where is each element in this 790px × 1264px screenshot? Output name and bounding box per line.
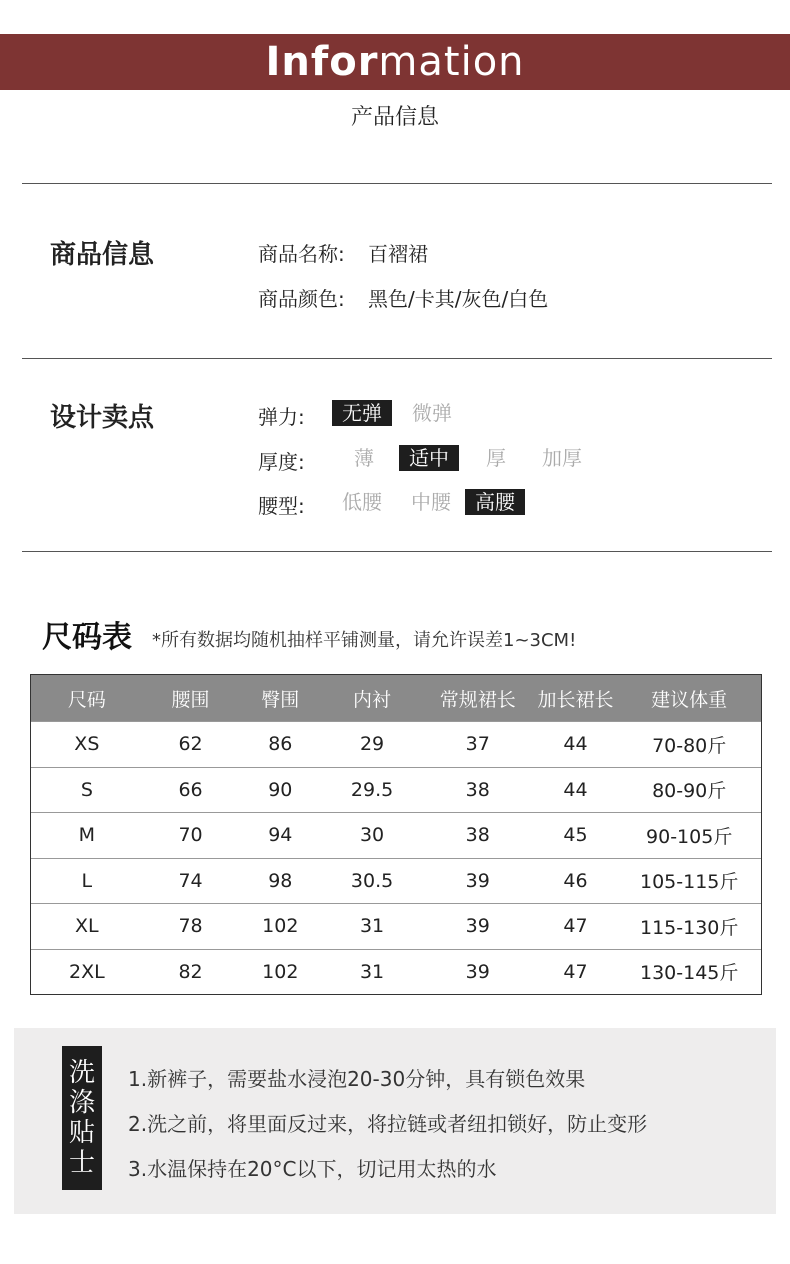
product-name-value: 百褶裙	[368, 242, 428, 266]
thickness-option-thin: 薄	[354, 446, 374, 470]
table-row	[31, 949, 761, 995]
header-cell: 腰围	[171, 688, 210, 711]
table-cell: 38	[465, 778, 490, 801]
elasticity-option-slight: 微弹	[412, 401, 452, 425]
waist-option-high: 高腰	[465, 489, 525, 515]
waist-label: 腰型:	[258, 494, 305, 518]
header-cell: 内衬	[353, 688, 392, 711]
table-cell: 74	[178, 869, 203, 892]
table-cell: 80-90斤	[652, 780, 727, 803]
thickness-option-medium: 适中	[399, 445, 459, 471]
table-cell: XS	[74, 733, 100, 756]
title-light-part: mation	[378, 39, 525, 85]
table-row	[31, 812, 761, 858]
table-row	[31, 903, 761, 949]
table-cell: 98	[268, 869, 293, 892]
size-table	[30, 674, 762, 995]
table-cell: 78	[178, 915, 203, 938]
badge-char: 洗	[68, 1058, 95, 1088]
table-cell: 102	[262, 915, 299, 938]
table-cell: 94	[268, 824, 293, 847]
table-cell: 31	[359, 960, 385, 983]
table-cell: 130-145斤	[639, 962, 739, 985]
table-cell: XL	[75, 915, 99, 938]
table-cell: 30	[359, 824, 385, 847]
table-cell: 37	[465, 733, 490, 756]
size-chart-note: *所有数据均随机抽样平铺测量，请允许误差1~3CM!	[152, 630, 577, 651]
header-cell: 建议体重	[651, 688, 728, 711]
badge-char: 贴	[68, 1118, 95, 1148]
table-cell: 39	[465, 869, 490, 892]
care-tips-badge	[62, 1046, 102, 1190]
badge-char: 士	[68, 1148, 95, 1178]
table-cell: 2XL	[68, 960, 105, 983]
product-color-value: 黑色/卡其/灰色/白色	[368, 287, 549, 311]
table-cell: 45	[563, 824, 588, 847]
divider	[22, 183, 772, 184]
table-cell: 90	[268, 778, 293, 801]
table-cell: 105-115斤	[639, 871, 739, 894]
table-cell: M	[78, 824, 96, 847]
thickness-option-extra-thick: 加厚	[542, 446, 582, 470]
waist-option-low: 低腰	[342, 490, 382, 514]
table-cell: 39	[465, 915, 490, 938]
product-name-label: 商品名称:	[258, 242, 345, 266]
thickness-option-thick: 厚	[486, 446, 506, 470]
table-row	[31, 767, 761, 813]
table-row	[31, 721, 761, 767]
header-cell: 尺码	[67, 688, 106, 711]
table-cell: 62	[178, 733, 203, 756]
divider	[22, 358, 772, 359]
table-cell: 90-105斤	[646, 825, 733, 848]
table-cell: 29	[359, 733, 385, 756]
table-cell: 70-80斤	[652, 734, 727, 757]
table-cell: 46	[563, 869, 588, 892]
table-cell: 39	[465, 960, 490, 983]
table-cell: 44	[563, 733, 588, 756]
elasticity-label: 弹力:	[258, 405, 305, 429]
table-cell: L	[81, 869, 93, 892]
product-color-label: 商品颜色:	[258, 287, 345, 311]
table-cell: 30.5	[350, 869, 394, 892]
table-cell: S	[80, 778, 93, 801]
table-cell: 38	[465, 824, 490, 847]
table-cell: 31	[359, 915, 385, 938]
size-chart-title: 尺码表	[42, 620, 132, 655]
badge-char: 涤	[68, 1088, 95, 1118]
elasticity-option-none: 无弹	[332, 400, 392, 426]
thickness-label: 厚度:	[258, 450, 305, 474]
table-cell: 47	[563, 915, 588, 938]
title-bold-part: Infor	[265, 39, 379, 85]
page-title	[265, 39, 524, 85]
divider	[22, 551, 772, 552]
table-cell: 86	[268, 733, 293, 756]
table-cell: 70	[178, 824, 203, 847]
care-tip-item: 1.新裤子，需要盐水浸泡20-30分钟，具有锁色效果	[128, 1067, 586, 1091]
product-info-title: 商品信息	[50, 240, 155, 270]
table-row	[31, 858, 761, 904]
table-cell: 66	[178, 778, 203, 801]
table-cell: 115-130斤	[639, 916, 739, 939]
table-cell: 29.5	[350, 778, 394, 801]
header-banner	[0, 34, 790, 90]
table-cell: 102	[262, 960, 299, 983]
page-subtitle: 产品信息	[350, 105, 439, 130]
care-tip-item: 3.水温保持在20°C以下，切记用太热的水	[128, 1157, 497, 1181]
table-cell: 44	[563, 778, 588, 801]
care-tip-item: 2.洗之前，将里面反过来，将拉链或者纽扣锁好，防止变形	[128, 1112, 648, 1136]
header-cell: 加长裙长	[537, 688, 614, 711]
header-cell: 臀围	[261, 688, 300, 711]
size-table-header	[31, 675, 761, 721]
design-points-title: 设计卖点	[50, 403, 155, 433]
table-cell: 47	[563, 960, 588, 983]
table-cell: 82	[178, 960, 203, 983]
waist-option-mid: 中腰	[411, 490, 451, 514]
header-cell: 常规裙长	[439, 688, 516, 711]
